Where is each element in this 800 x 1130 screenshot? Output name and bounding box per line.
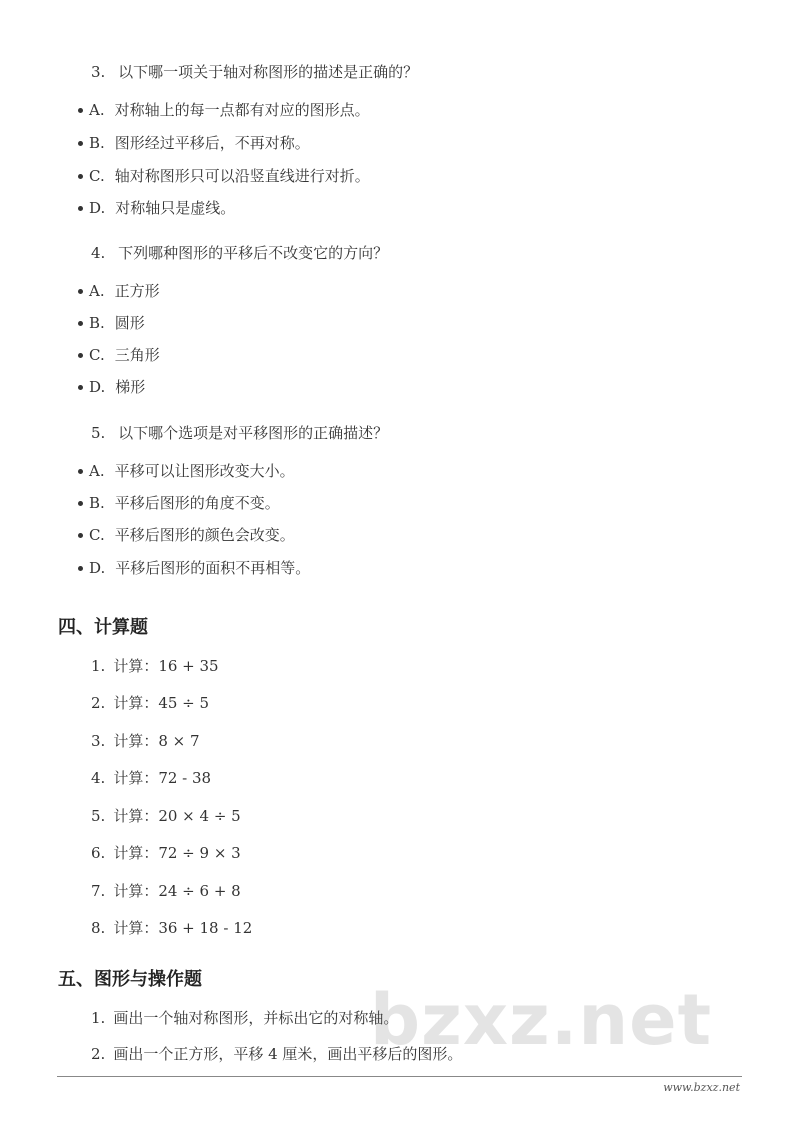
option-4b [78,313,145,333]
option-letter: C. [89,526,105,544]
option-text: 平移后图形的面积不再相等。 [115,559,311,577]
option-3c [78,166,370,186]
item-number: 7. [91,882,106,900]
question-4 [91,243,388,263]
item-text: 计算：36 + 18 - 12 [113,919,253,937]
question-5 [91,423,388,443]
option-4a [78,281,160,301]
bullet-icon [78,353,83,358]
question-text: 下列哪种图形的平移后不改变它的方向？ [118,244,389,262]
calc-item [91,656,219,676]
option-letter: D. [89,199,106,217]
option-5b [78,493,280,513]
shape-item [91,1008,398,1028]
option-letter: A. [89,282,105,300]
item-number: 1. [91,1009,106,1027]
option-3d [78,198,235,218]
bullet-icon [78,321,83,326]
item-text: 计算：72 ÷ 9 × 3 [113,844,241,862]
item-number: 1. [91,657,106,675]
item-text: 画出一个轴对称图形，并标出它的对称轴。 [113,1009,399,1027]
shape-item [91,1044,462,1064]
calc-item [91,918,252,938]
option-text: 梯形 [115,378,146,396]
item-text: 计算：72 - 38 [113,769,212,787]
option-text: 正方形 [114,282,160,300]
footer-divider [57,1076,742,1077]
question-3 [91,62,418,82]
item-number: 4. [91,769,106,787]
item-number: 3. [91,732,106,750]
bullet-icon [78,141,83,146]
bullet-icon [78,108,83,113]
option-text: 轴对称图形只可以沿竖直线进行对折。 [114,167,370,185]
calc-item [91,768,211,788]
option-4d [78,377,145,397]
item-number: 5. [91,807,106,825]
option-letter: B. [89,134,105,152]
option-text: 平移后图形的角度不变。 [114,494,280,512]
option-4c [78,345,160,365]
option-text: 对称轴只是虚线。 [115,199,236,217]
item-text: 计算：8 × 7 [113,732,200,750]
calc-item [91,731,200,751]
option-letter: B. [89,494,105,512]
item-text: 画出一个正方形，平移 4 厘米，画出平移后的图形。 [113,1045,463,1063]
option-text: 对称轴上的每一点都有对应的图形点。 [114,101,370,119]
question-number: 4. [91,244,106,262]
footer-url: www.bzxz.net [663,1081,740,1094]
bullet-icon [78,501,83,506]
option-letter: D. [89,378,106,396]
option-text: 三角形 [114,346,160,364]
item-text: 计算：45 ÷ 5 [113,694,210,712]
item-number: 6. [91,844,106,862]
section-title-calculation: 四、计算题 [58,617,148,638]
bullet-icon [78,469,83,474]
option-letter: A. [89,101,105,119]
calc-item [91,881,241,901]
bullet-icon [78,289,83,294]
option-5d [78,558,310,578]
option-letter: A. [89,462,105,480]
calc-item [91,806,241,826]
option-5a [78,461,295,481]
option-5c [78,525,295,545]
option-letter: B. [89,314,105,332]
option-text: 图形经过平移后，不再对称。 [114,134,310,152]
item-number: 2. [91,1045,106,1063]
calc-item [91,843,241,863]
question-text: 以下哪一项关于轴对称图形的描述是正确的？ [118,63,419,81]
option-3a [78,100,370,120]
item-text: 计算：24 ÷ 6 + 8 [113,882,241,900]
item-number: 2. [91,694,106,712]
option-3b [78,133,310,153]
option-letter: D. [89,559,106,577]
option-text: 平移后图形的颜色会改变。 [114,526,295,544]
question-text: 以下哪个选项是对平移图形的正确描述？ [118,424,389,442]
bullet-icon [78,174,83,179]
bullet-icon [78,533,83,538]
option-text: 圆形 [114,314,145,332]
option-letter: C. [89,346,105,364]
calc-item [91,693,209,713]
option-letter: C. [89,167,105,185]
item-text: 计算：20 × 4 ÷ 5 [113,807,241,825]
section-title-shapes: 五、图形与操作题 [58,969,202,990]
bullet-icon [78,385,83,390]
question-number: 5. [91,424,106,442]
question-number: 3. [91,63,106,81]
watermark: bzxz.net [370,979,713,1061]
item-text: 计算：16 + 35 [113,657,219,675]
bullet-icon [78,566,83,571]
option-text: 平移可以让图形改变大小。 [114,462,295,480]
bullet-icon [78,206,83,211]
item-number: 8. [91,919,106,937]
